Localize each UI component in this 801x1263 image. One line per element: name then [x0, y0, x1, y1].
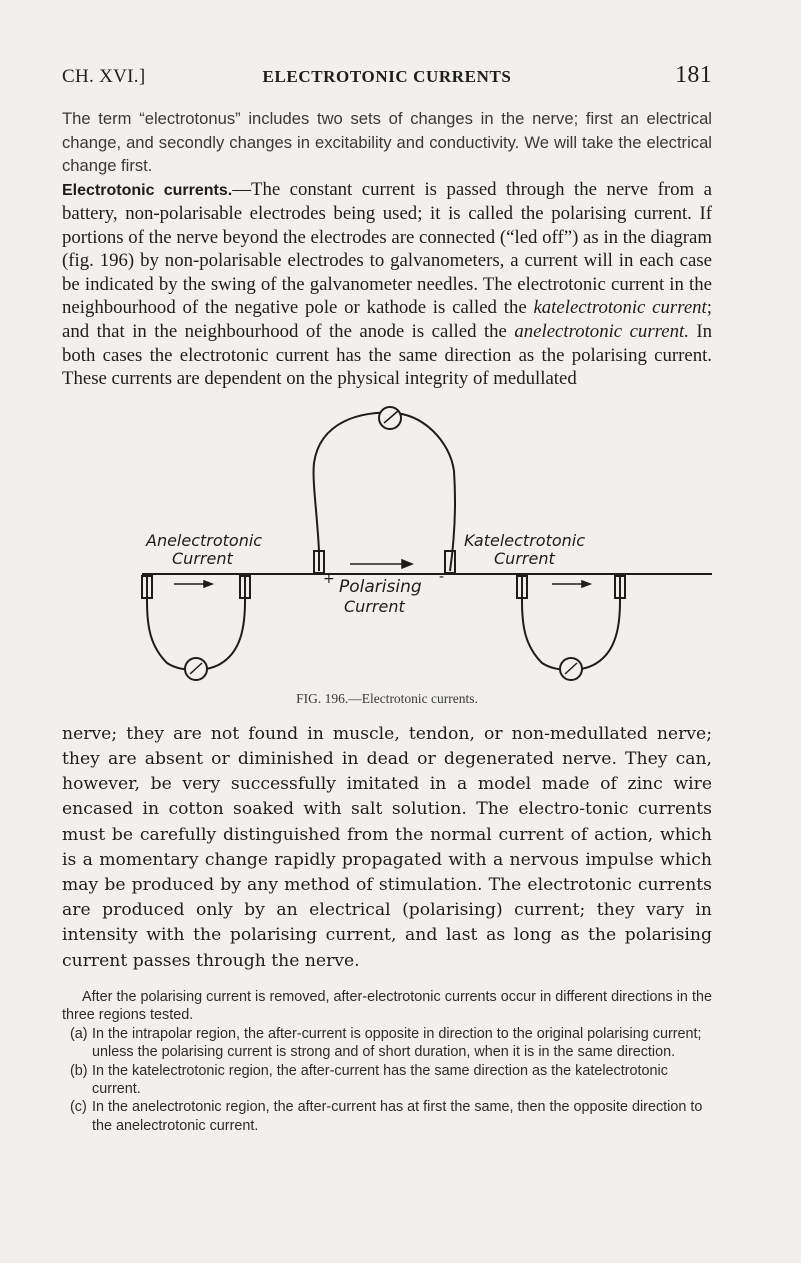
- polarising-circuit-wire: [314, 413, 455, 571]
- note-text: In the katelectrotonic region, the after-current has the same direction as the katelectrotonic current.: [92, 1062, 668, 1097]
- anelectrotonic-arrow-head: [204, 581, 212, 587]
- paragraph-electrotonus: The term “electrotonus” includes two sets of changes in the nerve; first an electrical change, and secondly changes in excitability and conductivity. We will take the electrical change first.: [62, 109, 712, 175]
- note-text: In the intrapolar region, the after-current is opposite in direction to the original polarising current; unless the polarising current is strong and of short duration, when it is in the same direction.: [92, 1025, 702, 1061]
- paragraph-nerve: nerve; they are not found in muscle, tendon, or non-medullated nerve; they are absent or diminished in dead or degenerated nerve. They can, however, be very successfully imitated in a model made of zinc wire encased in cotton soaked with salt solution. The electro-tonic currents must be carefully distinguished from the normal current of action, which is a momentary change rapidly propagated with a nervous impulse which may be produced by any method of stimulation. The electrotonic currents are produced only by an electrical (polarising) current; they vary in intensity with the polarising current, and last as long as the polarising current passes through the nerve.: [62, 723, 712, 971]
- label-anelectrotonic-1: Anelectrotonic: [146, 530, 263, 550]
- paragraph-electrotonic-currents: [62, 178, 712, 391]
- running-title: ELECTROTONIC CURRENTS: [262, 67, 512, 86]
- after-electrotonic-notes: [62, 988, 712, 1135]
- anode-plus-sign: +: [323, 570, 335, 587]
- katelectrotonic-galvanometer-wire: [522, 576, 620, 670]
- label-katelectrotonic-2: Current: [494, 548, 555, 568]
- label-anelectrotonic-2: Current: [172, 548, 233, 568]
- para2-text-1: —The constant current is passed through the nerve from a battery, non-polarisable electrodes being used; it is called the polarising current. If portions of the nerve beyond the electrodes are connected (“led off”) as in the diagram (fig. 196) by non-polarisable electrodes to galvanometers, a current will in each case be indicated by the swing of the galvanometer needles. The electrotonic current in the neighbourhood of the negative pole or kathode is called the: [62, 178, 712, 319]
- anelectrotonic-galvanometer-wire: [147, 576, 245, 670]
- section-heading: Electrotonic currents.: [62, 181, 233, 199]
- note-text: In the anelectrotonic region, the after-current has at first the same, then the opposite direction to the anelectrotonic current.: [92, 1099, 703, 1134]
- note-marker: (c): [70, 1099, 87, 1116]
- label-polarising-2: Current: [344, 596, 405, 616]
- kathode-minus-sign: -: [439, 568, 445, 585]
- katelectrotonic-arrow-head: [582, 581, 590, 587]
- para2-text-3: In both cases the electrotonic current has the same direction as the polarising current. These currents are dependent on the physical integrity of medullated: [62, 321, 712, 390]
- term-anelectrotonic: anelectrotonic current.: [514, 321, 689, 343]
- note-item: [70, 1062, 712, 1099]
- note-item: [70, 1098, 712, 1135]
- notes-intro: After the polarising current is removed, after-electrotonic currents occur in different directions in the three regions tested.: [62, 988, 712, 1024]
- note-item: [70, 1025, 712, 1062]
- chapter-label: CH. XVI.]: [62, 66, 146, 87]
- label-katelectrotonic-1: Katelectrotonic: [464, 530, 586, 550]
- label-polarising-1: Polarising: [339, 576, 422, 597]
- running-head: [62, 62, 712, 96]
- polarising-arrow-head: [402, 560, 412, 568]
- para2-text-2: ; and that in the neighbourhood of the anode is called the: [62, 297, 712, 343]
- book-page: [62, 62, 712, 1135]
- term-katelectrotonic: katelectrotonic current: [533, 297, 707, 319]
- note-marker: (b): [70, 1062, 88, 1079]
- figure-196: [62, 401, 712, 716]
- note-marker: (a): [70, 1025, 88, 1042]
- figure-caption: FIG. 196.—Electrotonic currents.: [296, 690, 478, 706]
- page-number: 181: [675, 62, 712, 88]
